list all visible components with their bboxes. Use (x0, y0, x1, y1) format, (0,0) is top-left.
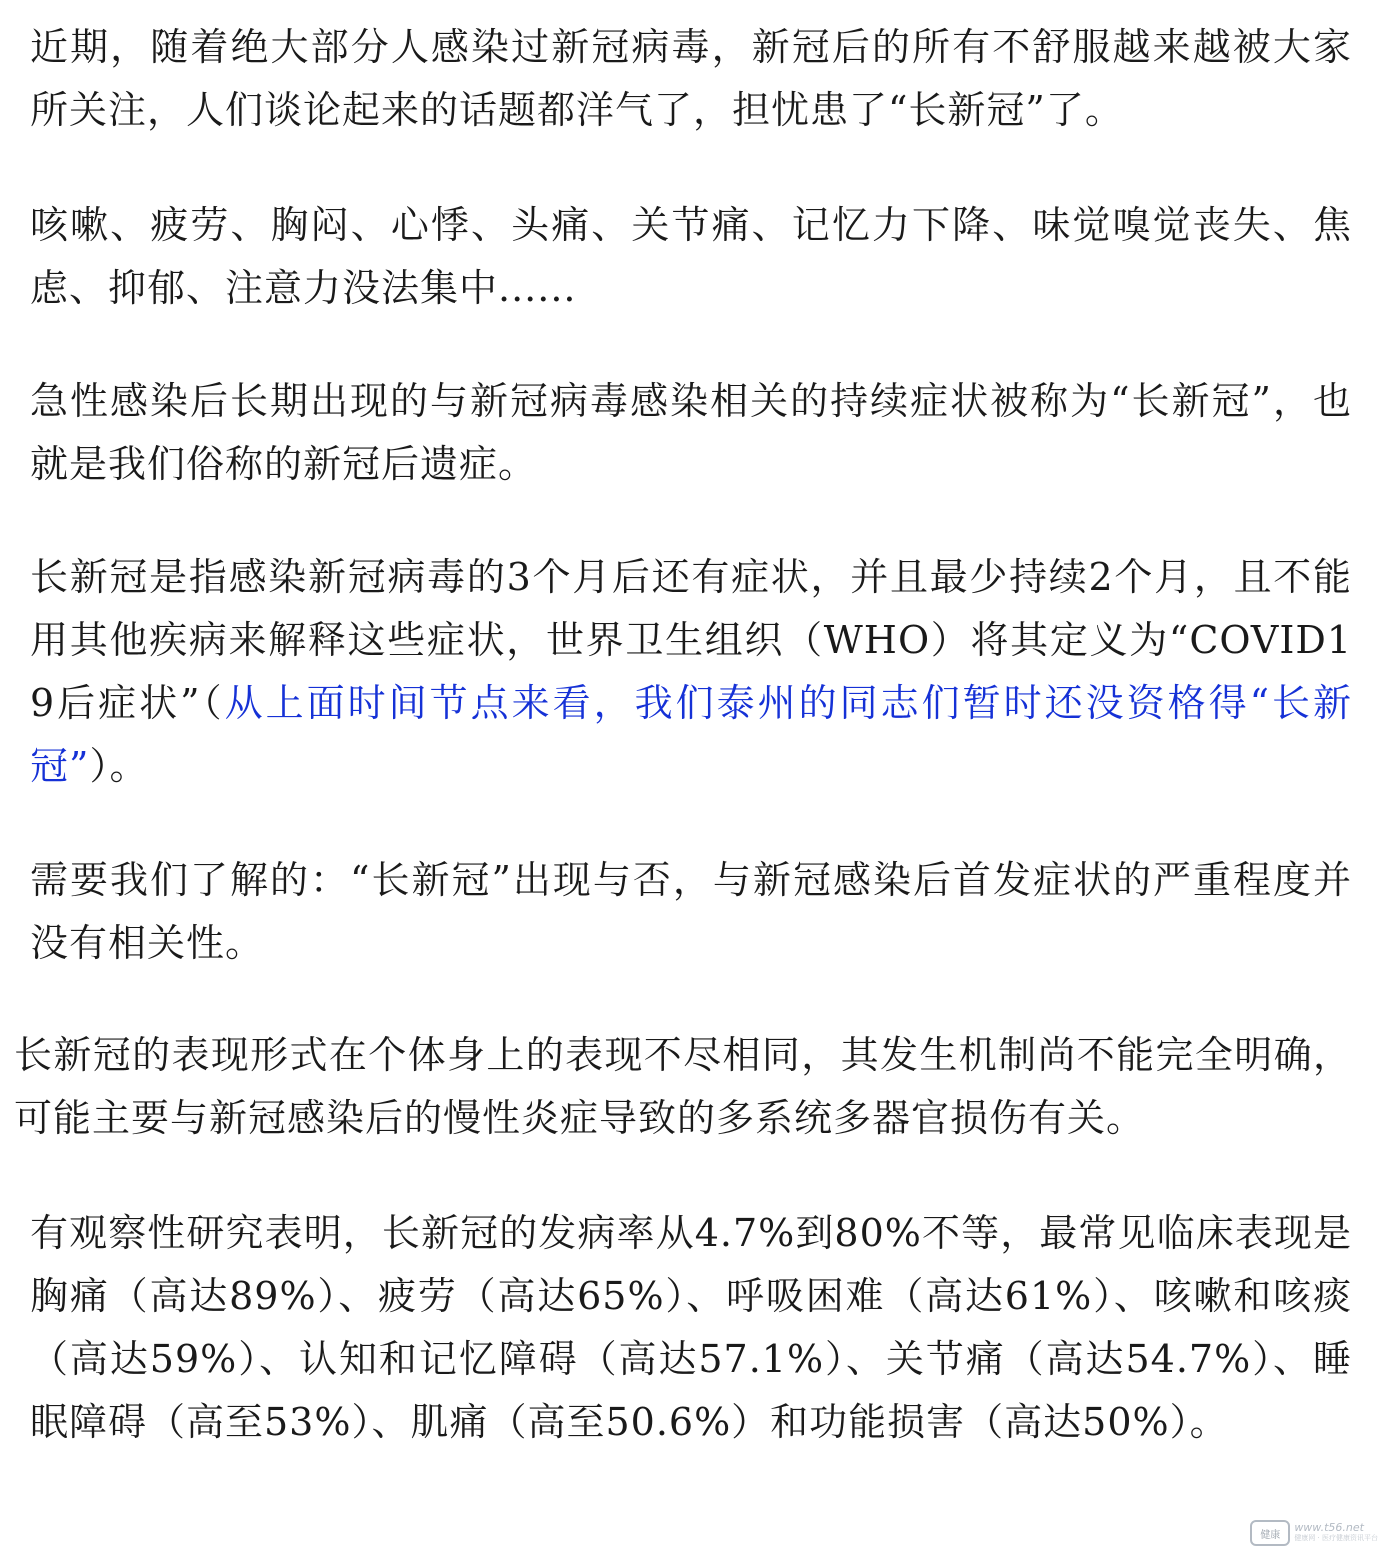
paragraph-incidence-stats: 有观察性研究表明，长新冠的发病率从4.7%到80%不等，最常见临床表现是胸痛（高达89%）、疲劳（高达65%）、呼吸困难（高达61%）、咳嗽和咳痰（高达59%）、认知和记忆障碍（高达57.1%）、关节痛（高达54.7%）、睡眠障碍（高至53%）、肌痛（高至50.6%）和功能损害（高达50%）。 (30, 1211, 1352, 1444)
watermark-url: www.t56.net (1294, 1521, 1364, 1534)
watermark-subtitle: 健康网 · 医疗健康资讯平台 (1294, 1534, 1378, 1542)
watermark-text-block (1294, 1522, 1378, 1544)
paragraph-severity-note: 需要我们了解的：“长新冠”出现与否，与新冠感染后首发症状的严重程度并没有相关性。 (30, 858, 1352, 965)
who-definition-text: 长新冠是指感染新冠病毒的3个月后还有症状，并且最少持续2个月，且不能用其他疾病来解释这些症状，世界卫生组织（WHO）将其定义为“COVID19后症状”（ (30, 555, 1352, 725)
who-definition-end: ）。 (89, 744, 149, 788)
site-watermark (1250, 1520, 1378, 1546)
paragraph-intro: 近期，随着绝大部分人感染过新冠病毒，新冠后的所有不舒服越来越被大家所关注，人们谈论起来的话题都洋气了，担忧患了“长新冠”了。 (30, 25, 1352, 132)
watermark-logo-icon: 健康 (1250, 1520, 1290, 1546)
paragraph-who-definition (30, 546, 1352, 798)
taizhou-highlight-note: 从上面时间节点来看，我们泰州的同志们暂时还没资格得“长新冠” (30, 681, 1353, 788)
paragraph-symptoms-list: 咳嗽、疲劳、胸闷、心悸、头痛、关节痛、记忆力下降、味觉嗅觉丧失、焦虑、抑郁、注意力没法集中...... (30, 203, 1352, 310)
paragraph-mechanism: 长新冠的表现形式在个体身上的表现不尽相同，其发生机制尚不能完全明确，可能主要与新冠感染后的慢性炎症导致的多系统多器官损伤有关。 (14, 1033, 1352, 1140)
paragraph-definition: 急性感染后长期出现的与新冠病毒感染相关的持续症状被称为“长新冠”，也就是我们俗称的新冠后遗症。 (30, 379, 1352, 486)
